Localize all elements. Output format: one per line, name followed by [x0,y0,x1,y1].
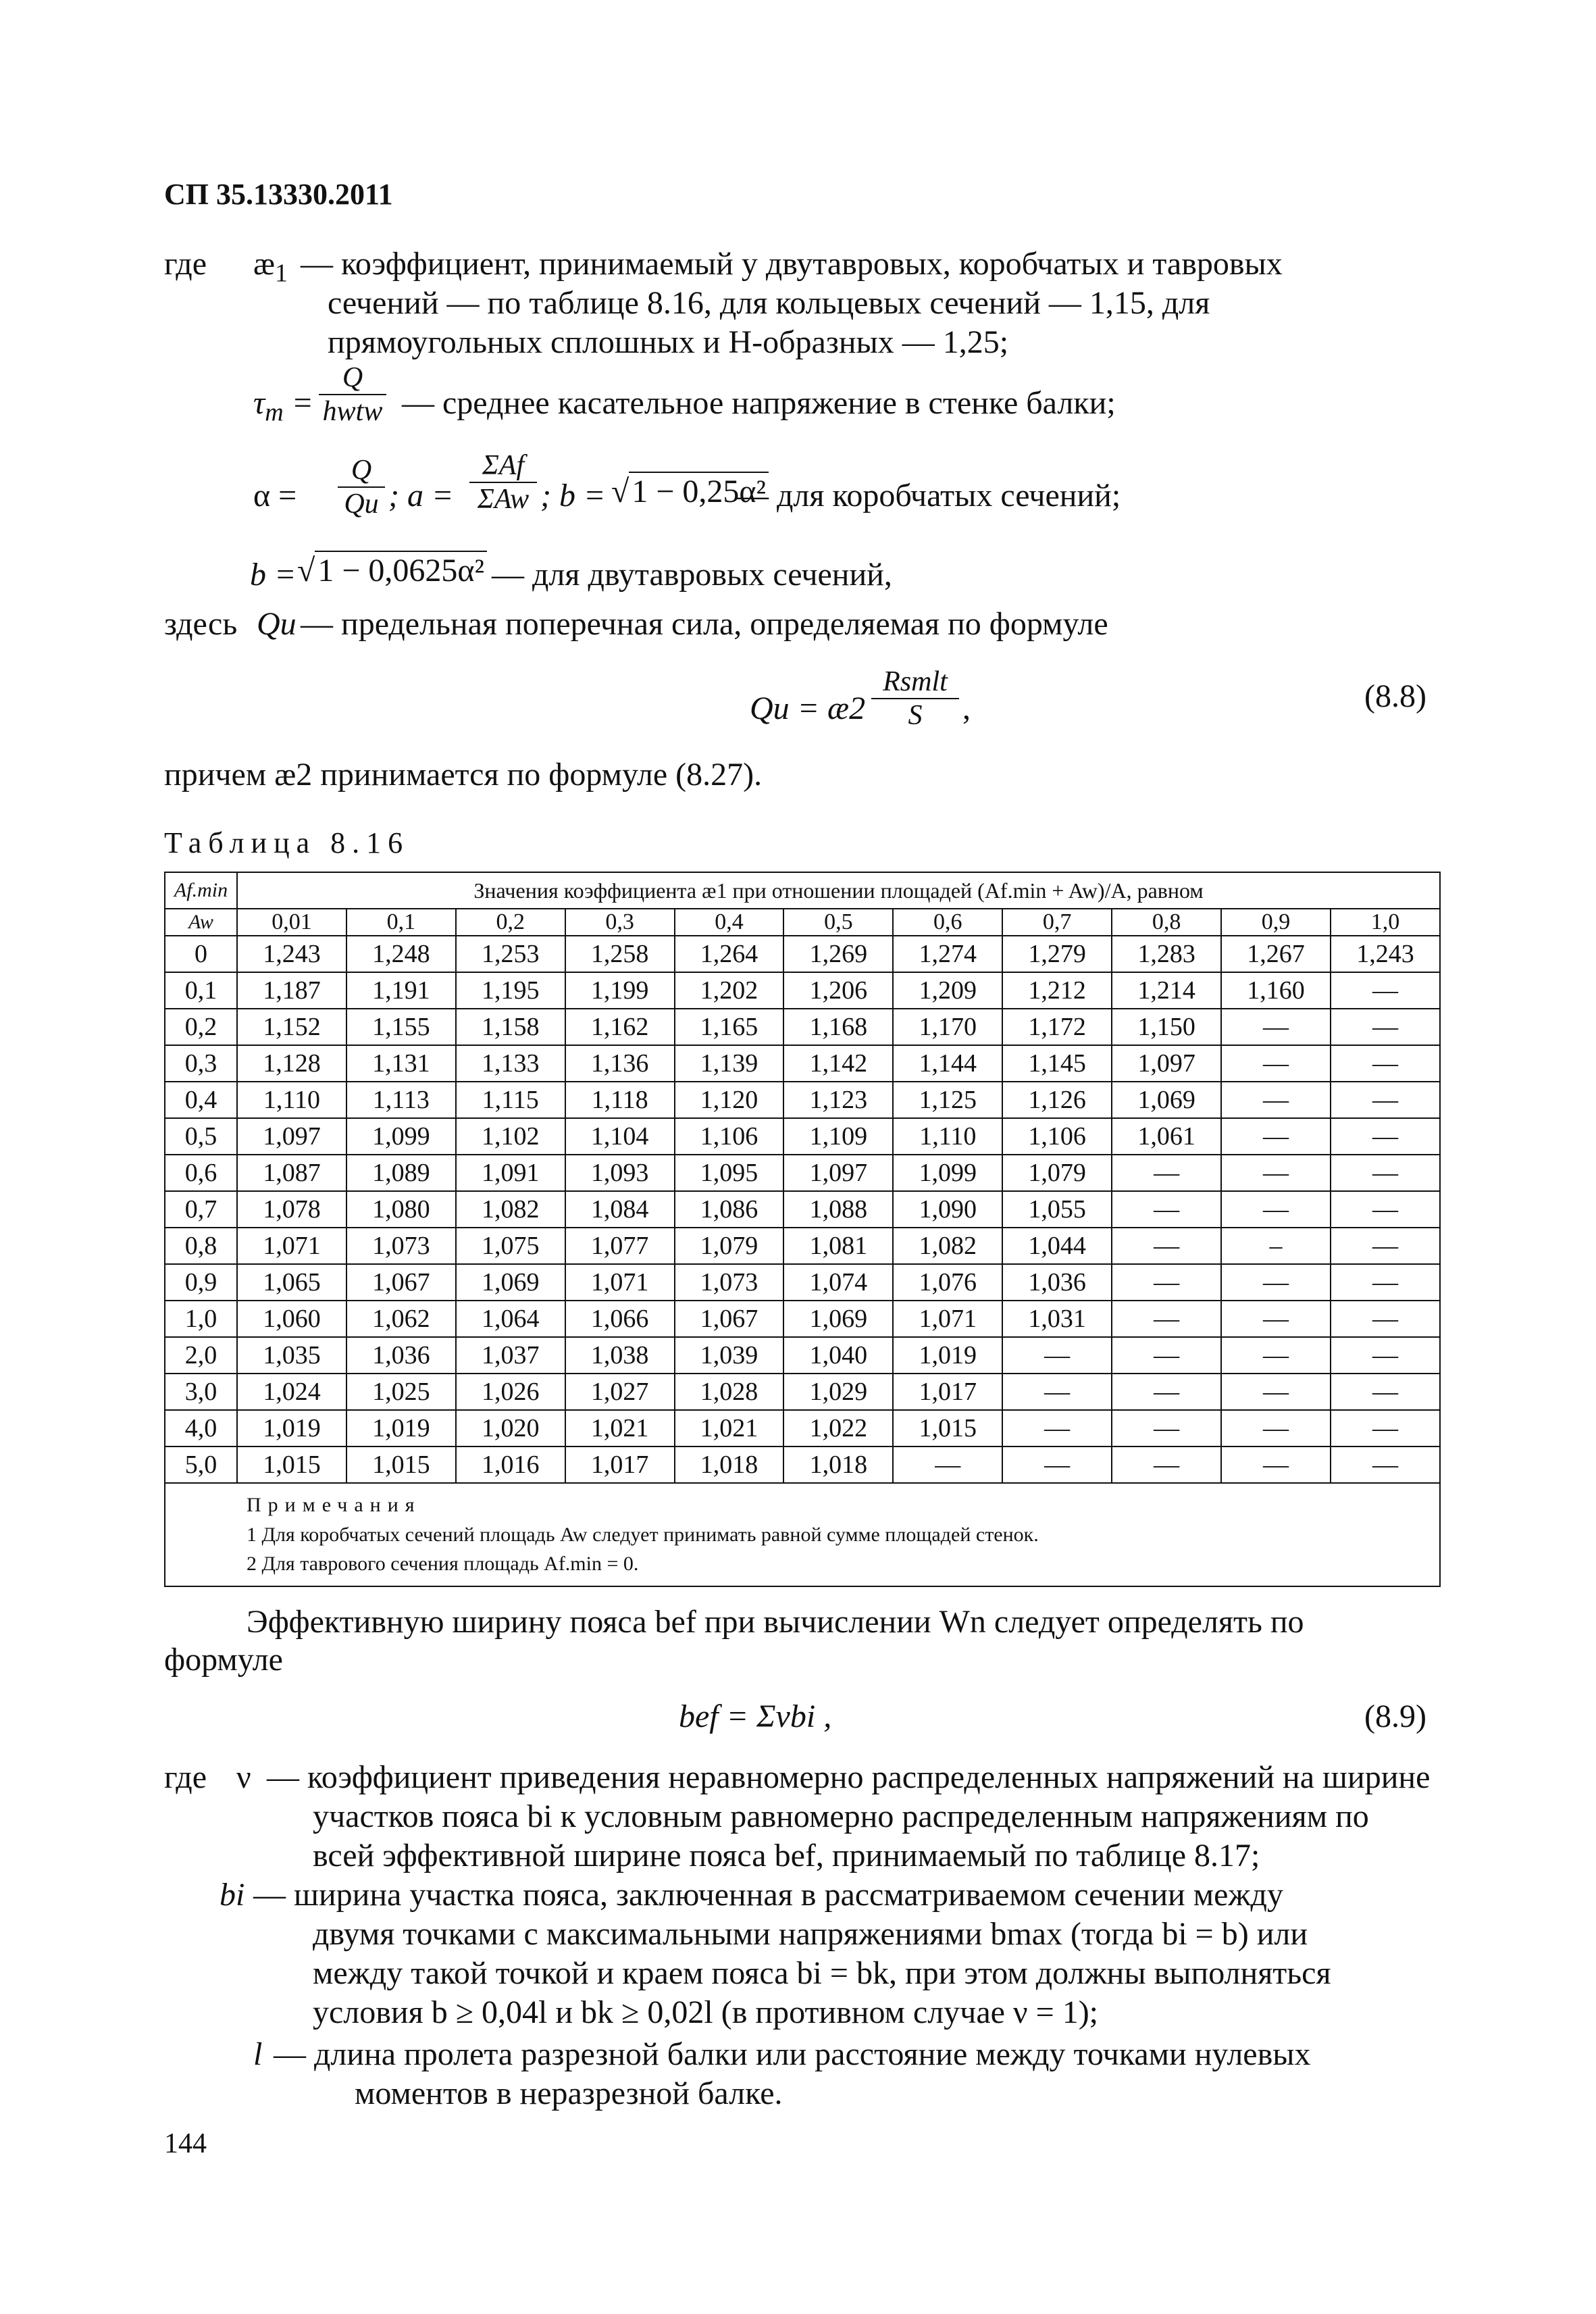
table-cell: 1,061 [1112,1118,1221,1155]
table-cell: 1,028 [675,1374,784,1410]
table-cell: — [1221,1082,1331,1118]
formula-8-8-number: (8.8) [1364,678,1426,714]
qu-desc: — предельная поперечная сила, определяемая по формуле [301,606,1108,642]
bi-desc-line2: двумя точками с максимальными напряжениями bmax (тогда bi = b) или [313,1916,1308,1952]
table-cell: 1,170 [893,1009,1002,1045]
table-cell: 1,069 [783,1301,893,1337]
table-cell: 1,110 [893,1118,1002,1155]
table-cell: 1,136 [565,1045,675,1082]
table-cell: 1,077 [565,1228,675,1264]
table-cell: 1,065 [237,1264,346,1301]
row-label: 3,0 [165,1374,237,1410]
table-cell: – [1221,1228,1331,1264]
table-cell: — [1112,1264,1221,1301]
table-cell: — [1331,1118,1440,1155]
table-cell: 1,243 [237,936,346,972]
table-cell: 1,031 [1002,1301,1112,1337]
table-cell: 1,120 [675,1082,784,1118]
table-cell: 1,067 [675,1301,784,1337]
table-cell: — [1331,1009,1440,1045]
row-label: 1,0 [165,1301,237,1337]
formula-8-9-number: (8.9) [1364,1699,1426,1734]
k1-desc-line1: — коэффициент, принимаемый у двутавровых, коробчатых и тавровых [301,246,1283,282]
table-cell: 1,087 [237,1155,346,1191]
table-cell: 1,035 [237,1337,346,1374]
table-cell: — [1331,1301,1440,1337]
k1-desc-line2: сечений — по таблице 8.16, для кольцевых сечений — 1,15, для [328,285,1210,321]
table-cell: 1,089 [346,1155,456,1191]
table-cell: 1,202 [675,972,784,1009]
table-cell: 1,036 [1002,1264,1112,1301]
table-row [165,1337,1440,1374]
column-header: 0,7 [1002,909,1112,936]
nu-desc-line2: участков пояса bi к условным равномерно распределенным напряжениям по [313,1799,1369,1834]
table-cell: 1,019 [237,1410,346,1447]
column-header: 0,5 [783,909,893,936]
tau-fraction: Q hwtw [319,361,386,428]
table-cell: 1,097 [1112,1045,1221,1082]
alpha-lhs: α = [253,478,297,513]
table-cell: 1,155 [346,1009,456,1045]
table-cell: 1,018 [783,1447,893,1483]
where-label: где [164,246,207,282]
row-label: 0,8 [165,1228,237,1264]
row-label: 0 [165,936,237,972]
table-cell: — [1331,1374,1440,1410]
qu-symbol: Qu [257,606,297,642]
l-desc-line2: моментов в неразрезной балке. [355,2076,783,2111]
table-cell: 1,020 [456,1410,565,1447]
column-header: 0,3 [565,909,675,936]
table-notes [165,1483,1440,1586]
table-row [165,1045,1440,1082]
formula-8-8-lhs: Qu = æ2 [750,690,866,726]
table-cell: 1,199 [565,972,675,1009]
table-cell: 1,081 [783,1228,893,1264]
table-cell: 1,069 [1112,1082,1221,1118]
document-code: СП 35.13330.2011 [164,178,393,211]
table-row [165,1410,1440,1447]
table-cell: 1,160 [1221,972,1331,1009]
table-cell: 1,036 [346,1337,456,1374]
table-cell: 1,214 [1112,972,1221,1009]
table-cell: 1,165 [675,1009,784,1045]
table-cell: — [1112,1410,1221,1447]
table-cell: 1,113 [346,1082,456,1118]
table-cell: 1,064 [456,1301,565,1337]
table-cell: — [1331,1337,1440,1374]
table-cell: 1,015 [893,1410,1002,1447]
table-cell: 1,044 [1002,1228,1112,1264]
page-number: 144 [164,2128,207,2159]
table-cell: 1,073 [675,1264,784,1301]
table-cell: 1,055 [1002,1191,1112,1228]
tau-symbol: $\tau_m$ = [253,385,314,427]
table-cell: 1,090 [893,1191,1002,1228]
a-fraction: ΣAf ΣAw [469,449,537,516]
table-cell: 1,206 [783,972,893,1009]
column-header: 0,1 [346,909,456,936]
table-cell: — [1112,1374,1221,1410]
b-radical: √1 − 0,25α² [611,472,769,510]
row-label: 0,4 [165,1082,237,1118]
table-cell: 1,016 [456,1447,565,1483]
formula-8-8-fraction: Rsmlt S [871,665,959,732]
table-cell: 1,025 [346,1374,456,1410]
table-cell: 1,074 [783,1264,893,1301]
table-cell: 1,150 [1112,1009,1221,1045]
table-row [165,1118,1440,1155]
table-cell: — [1221,1301,1331,1337]
table-cell: 1,015 [237,1447,346,1483]
table-cell: 1,073 [346,1228,456,1264]
row-label: 0,3 [165,1045,237,1082]
table-cell: 1,258 [565,936,675,972]
row-label: 0,5 [165,1118,237,1155]
table-cell: 1,139 [675,1045,784,1082]
table-cell: 1,021 [565,1410,675,1447]
where-label-2: где [164,1759,207,1795]
table-cell: 1,195 [456,972,565,1009]
row-label: 2,0 [165,1337,237,1374]
table-cell: 1,082 [893,1228,1002,1264]
table-cell: — [1331,1082,1440,1118]
table-cell: 1,209 [893,972,1002,1009]
table-cell: 1,144 [893,1045,1002,1082]
row-label: 5,0 [165,1447,237,1483]
table-cell: 1,097 [237,1118,346,1155]
table-cell: — [1112,1155,1221,1191]
l-symbol: l [253,2036,263,2072]
table-cell: 1,168 [783,1009,893,1045]
table-cell: — [1221,1009,1331,1045]
table-row [165,1009,1440,1045]
bi-desc-line3: между такой точкой и краем пояса bi = bk, при этом должны выполняться [313,1955,1331,1991]
table-cell: 1,017 [893,1374,1002,1410]
table-cell: 1,017 [565,1447,675,1483]
table-cell: 1,086 [675,1191,784,1228]
table-cell: 1,037 [456,1337,565,1374]
table-cell: 1,109 [783,1118,893,1155]
l-desc-line1: — длина пролета разрезной балки или расстояние между точками нулевых [274,2036,1311,2072]
table-cell: 1,097 [783,1155,893,1191]
table-cell: 1,026 [456,1374,565,1410]
a-lhs: ; a = [388,478,454,513]
b-lhs: ; b = [540,478,606,513]
column-header: 0,01 [237,909,346,936]
table-cell: 1,106 [1002,1118,1112,1155]
table-cell: 1,158 [456,1009,565,1045]
table-row [165,1082,1440,1118]
nu-desc-line3: всей эффективной ширине пояса bef, принимаемый по таблице 8.17; [313,1838,1260,1873]
group-header: Значения коэффициента æ1 при отношении площадей (Af.min + Aw)/A, равном [237,872,1440,909]
table-cell: 1,099 [893,1155,1002,1191]
table-row [165,936,1440,972]
table-cell: — [1221,1118,1331,1155]
table-cell: 1,079 [1002,1155,1112,1191]
column-header: 0,2 [456,909,565,936]
table-cell: 1,145 [1002,1045,1112,1082]
b2-lhs: b = [250,557,297,593]
column-header: 1,0 [1331,909,1440,936]
table-cell: 1,078 [237,1191,346,1228]
table-cell: 1,015 [346,1447,456,1483]
table-cell: 1,253 [456,936,565,972]
table-row [165,1191,1440,1228]
table-cell: 1,079 [675,1228,784,1264]
table-cell: 1,019 [346,1410,456,1447]
table-row [165,1228,1440,1264]
table-cell: — [1221,1045,1331,1082]
table-cell: 1,024 [237,1374,346,1410]
table-cell: — [1221,1264,1331,1301]
bi-symbol: bi [220,1877,245,1913]
b2-radical: √1 − 0,0625α² [297,551,487,589]
table-cell: 1,082 [456,1191,565,1228]
row-label: 0,6 [165,1155,237,1191]
table-cell: 1,162 [565,1009,675,1045]
b2-desc: — для двутавровых сечений, [492,557,892,593]
table-row [165,1301,1440,1337]
table-cell: — [1221,1337,1331,1374]
here-label: здесь [164,606,238,642]
row-label: 0,2 [165,1009,237,1045]
table-cell: — [1221,1374,1331,1410]
table-cell: 1,029 [783,1374,893,1410]
table-cell: — [1112,1191,1221,1228]
table-cell: — [1331,1447,1440,1483]
row-label: 4,0 [165,1410,237,1447]
k2-line: причем æ2 принимается по формуле (8.27). [164,757,763,793]
table-cell: 1,021 [675,1410,784,1447]
table-cell: — [1002,1374,1112,1410]
corner-top: Af.min [165,872,237,909]
alpha-fraction: Q Qu [338,454,385,521]
table-cell: 1,071 [565,1264,675,1301]
table-cell: 1,110 [237,1082,346,1118]
table-cell: — [1221,1155,1331,1191]
table-cell: 1,191 [346,972,456,1009]
table-cell: — [1331,1228,1440,1264]
table-row [165,972,1440,1009]
table-cell: 1,099 [346,1118,456,1155]
table-cell: 1,283 [1112,936,1221,972]
nu-desc-line1: — коэффициент приведения неравномерно распределенных напряжений на ширине [267,1759,1431,1795]
table-row [165,1264,1440,1301]
table-cell: 1,091 [456,1155,565,1191]
table-cell: 1,088 [783,1191,893,1228]
table-cell: 1,080 [346,1191,456,1228]
column-header: 0,4 [675,909,784,936]
nu-symbol: ν [236,1759,251,1795]
table-cell: — [1331,1410,1440,1447]
table-caption: Таблица 8.16 [164,826,410,859]
table-cell: 1,142 [783,1045,893,1082]
table-cell: 1,279 [1002,936,1112,972]
table-cell: 1,027 [565,1374,675,1410]
table-cell: 1,018 [675,1447,784,1483]
bef-paragraph-line1: Эффективную ширину пояса bef при вычислении Wn следует определять по [247,1604,1304,1640]
row-label: 0,9 [165,1264,237,1301]
table-cell: 1,071 [893,1301,1002,1337]
table-cell: 1,152 [237,1009,346,1045]
table-cell: 1,125 [893,1082,1002,1118]
row-label: 0,7 [165,1191,237,1228]
tau-desc: — среднее касательное напряжение в стенке балки; [402,385,1116,421]
table-cell: — [1221,1191,1331,1228]
table-cell: — [1331,1191,1440,1228]
table-cell: — [1112,1228,1221,1264]
table-cell: — [1221,1447,1331,1483]
table-cell: 1,172 [1002,1009,1112,1045]
table-cell: 1,066 [565,1301,675,1337]
alpha-desc: — для коробчатых сечений; [736,478,1121,513]
notes-title: Примечания [247,1494,421,1516]
table-cell: 1,095 [675,1155,784,1191]
bi-desc-line4: условия b ≥ 0,04l и bk ≥ 0,02l (в противном случае ν = 1); [313,1994,1099,2030]
table-cell: 1,022 [783,1410,893,1447]
table-row [165,1374,1440,1410]
column-header: 0,6 [893,909,1002,936]
table-cell: — [893,1447,1002,1483]
table-cell: 1,084 [565,1191,675,1228]
table-cell: 1,128 [237,1045,346,1082]
table-cell: 1,102 [456,1118,565,1155]
table-cell: — [1002,1410,1112,1447]
table-cell: 1,060 [237,1301,346,1337]
table-cell: 1,069 [456,1264,565,1301]
table-cell: — [1221,1410,1331,1447]
table-cell: — [1331,1045,1440,1082]
coefficient-table [164,872,1441,1587]
table-cell: 1,269 [783,936,893,972]
table-cell: 1,062 [346,1301,456,1337]
bef-paragraph-line2: формуле [164,1642,283,1678]
corner-bottom: Aw [165,909,237,936]
table-cell: — [1331,1155,1440,1191]
row-label: 0,1 [165,972,237,1009]
formula-8-8-comma: , [962,690,971,726]
table-cell: 1,039 [675,1337,784,1374]
table-cell: 1,075 [456,1228,565,1264]
table-cell: 1,019 [893,1337,1002,1374]
table-cell: 1,067 [346,1264,456,1301]
table-cell: 1,071 [237,1228,346,1264]
table-cell: 1,133 [456,1045,565,1082]
note-2: 2 Для таврового сечения площадь Af.min = 0. [247,1553,639,1575]
table-cell: 1,040 [783,1337,893,1374]
column-header: 0,9 [1221,909,1331,936]
table-row [165,1447,1440,1483]
table-cell: 1,123 [783,1082,893,1118]
table-cell: 1,076 [893,1264,1002,1301]
table-cell: 1,248 [346,936,456,972]
table-cell: 1,106 [675,1118,784,1155]
table-cell: 1,267 [1221,936,1331,972]
table-cell: 1,264 [675,936,784,972]
table-cell: — [1002,1447,1112,1483]
table-cell: — [1112,1447,1221,1483]
table-cell: 1,243 [1331,936,1440,972]
column-header: 0,8 [1112,909,1221,936]
table-row [165,1155,1440,1191]
table-cell: — [1112,1337,1221,1374]
k1-desc-line3: прямоугольных сплошных и Н-образных — 1,25; [328,324,1009,360]
table-cell: — [1112,1301,1221,1337]
table-cell: 1,131 [346,1045,456,1082]
table-cell: 1,038 [565,1337,675,1374]
table-cell: 1,115 [456,1082,565,1118]
note-1: 1 Для коробчатых сечений площадь Aw следует принимать равной сумме площадей стенок. [247,1523,1039,1546]
bi-desc-line1: — ширина участка пояса, заключенная в рассматриваемом сечении между [253,1877,1283,1913]
table-cell: — [1331,972,1440,1009]
table-cell: 1,212 [1002,972,1112,1009]
table-cell: 1,104 [565,1118,675,1155]
table-cell: 1,093 [565,1155,675,1191]
table-cell: 1,118 [565,1082,675,1118]
table-cell: 1,274 [893,936,1002,972]
table-cell: 1,126 [1002,1082,1112,1118]
k1-symbol: $æ_1$ [253,246,288,288]
table-cell: 1,187 [237,972,346,1009]
table-cell: — [1331,1264,1440,1301]
table-cell: — [1002,1337,1112,1374]
formula-8-9: bef = Σνbi , [679,1699,832,1734]
